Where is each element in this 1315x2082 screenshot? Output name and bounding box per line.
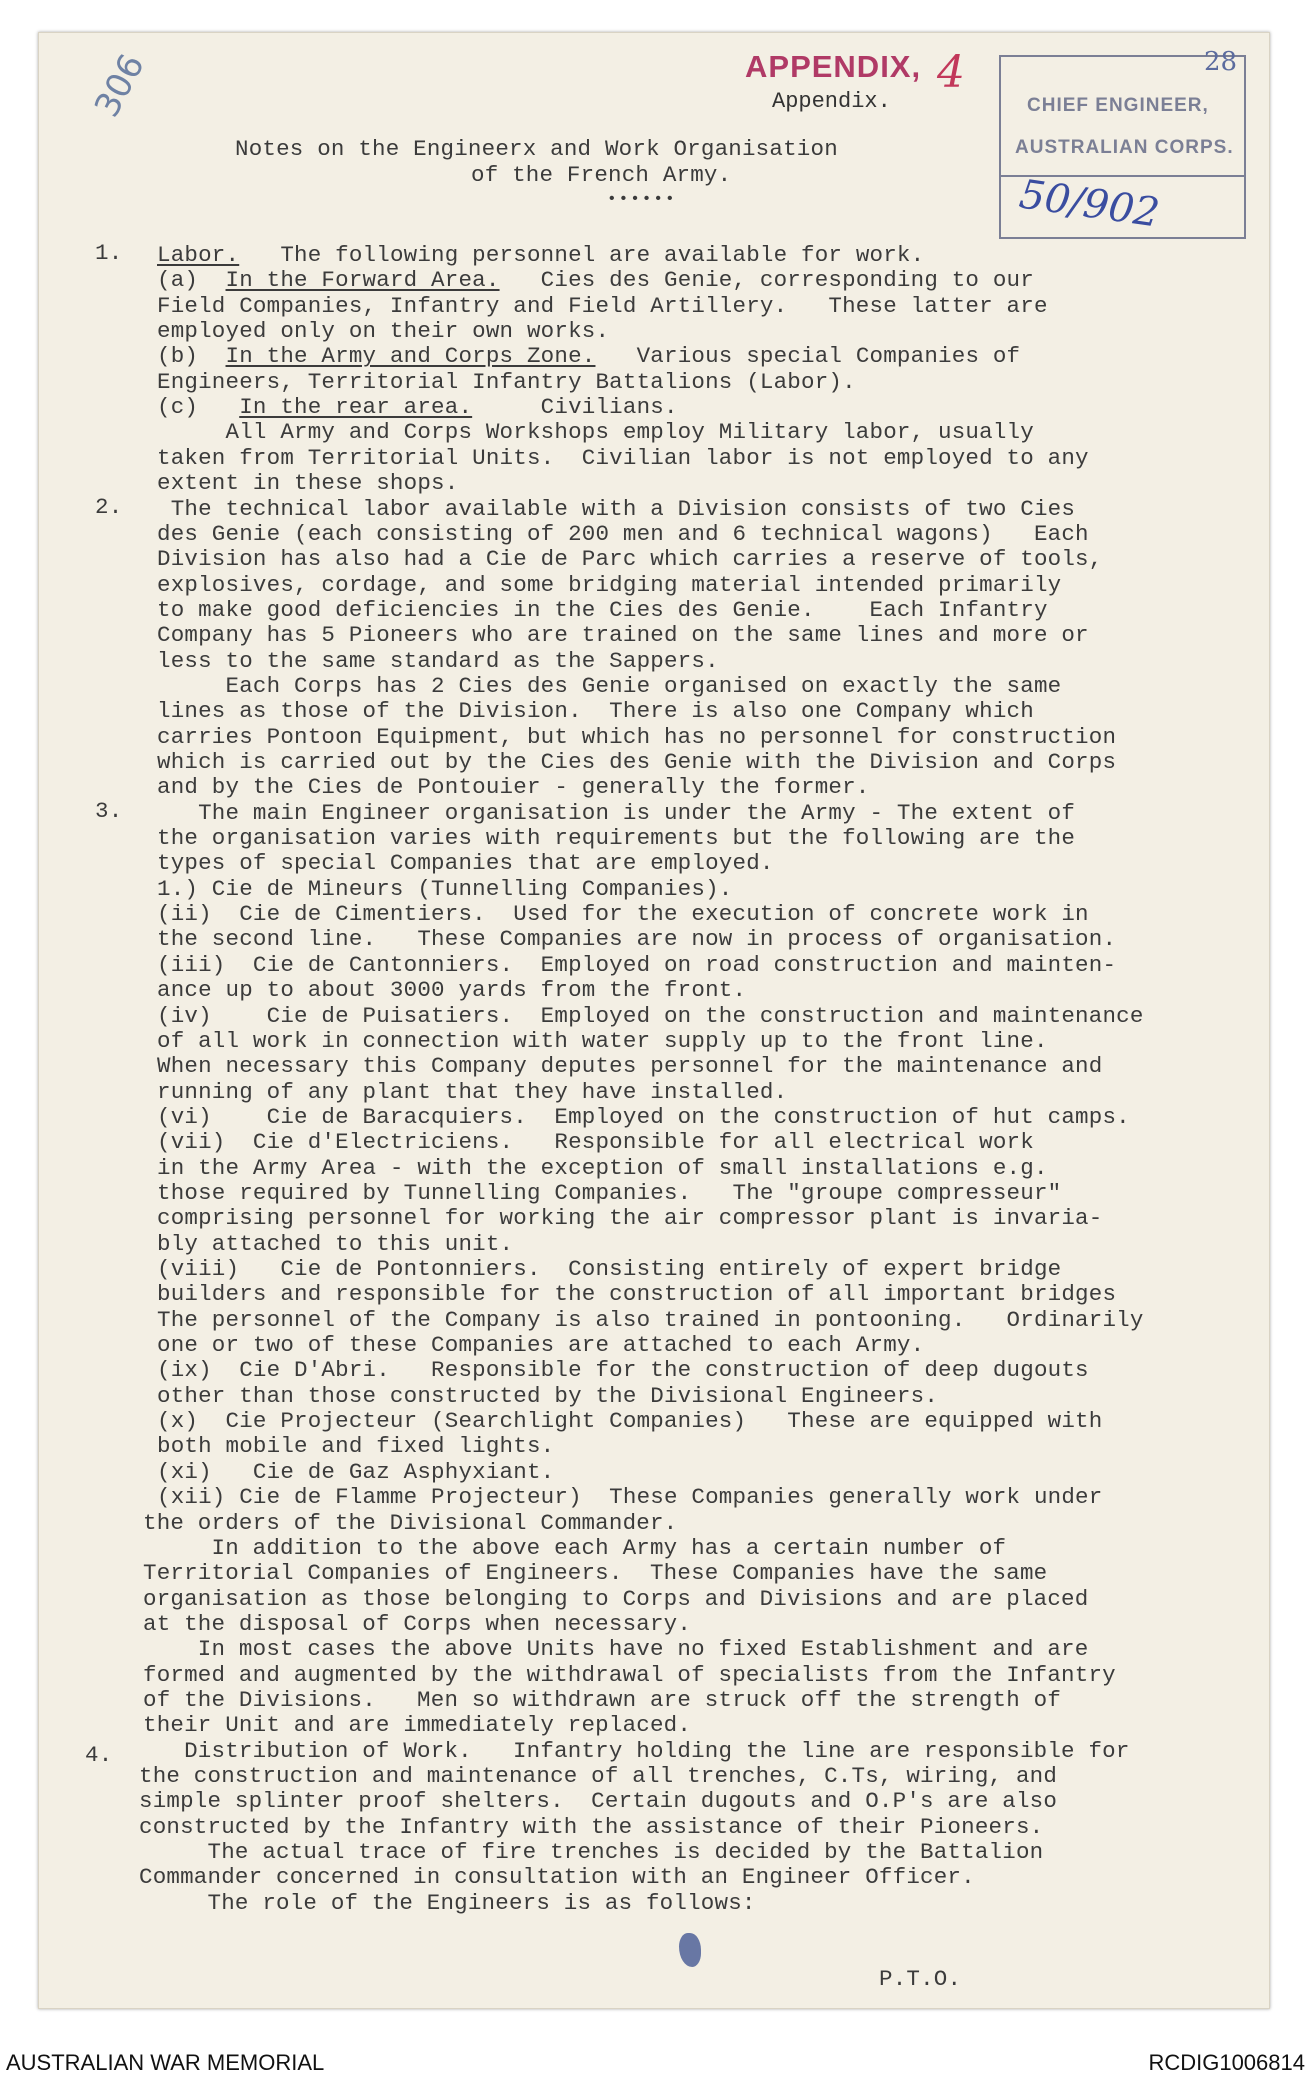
body-line: (ix) Cie D'Abri. Responsible for the construction of deep dugouts [157, 1357, 1089, 1384]
body-line: comprising personnel for working the air compressor plant is invaria- [157, 1205, 1103, 1232]
body-line: Engineers, Territorial Infantry Battalions (Labor). [157, 368, 856, 395]
body-line: Distribution of Work. Infantry holding the line are responsible for [143, 1737, 1130, 1764]
body-line: less to the same standard as the Sappers. [157, 647, 719, 674]
body-line: simple splinter proof shelters. Certain dugouts and O.P's are also [139, 1788, 1058, 1815]
document-subtitle: of the French Army. [471, 162, 732, 188]
body-line: and by the Cies de Pontouier - generally the former. [157, 774, 870, 801]
body-line: taken from Territorial Units. Civilian labor is not employed to any [157, 444, 1089, 471]
body-line: of the Divisions. Men so withdrawn are struck off the strength of [143, 1686, 1062, 1713]
body-line: of all work in connection with water supply up to the front line. [157, 1027, 1048, 1054]
page-number: 28 [1204, 47, 1238, 77]
body-line: ance up to about 3000 yards from the front. [157, 977, 747, 1004]
body-line: Labor. The following personnel are available for work. [157, 242, 925, 268]
body-line: constructed by the Infantry with the assistance of their Pioneers. [139, 1813, 1044, 1840]
appendix-typed-label: Appendix. [772, 89, 891, 114]
pencil-folio-number: 306 [87, 47, 153, 124]
body-line: Division has also had a Cie de Parc which carries a reserve of tools, [157, 546, 1103, 573]
body-line: (iii) Cie de Cantonniers. Employed on road construction and mainten- [157, 951, 1117, 978]
body-line: des Genie (each consisting of 200 men and 6 technical wagons) Each [157, 520, 1089, 547]
body-line: types of special Companies that are employed. [157, 850, 774, 877]
body-line: (xii) Cie de Flamme Projecteur) These Companies generally work under [157, 1484, 1103, 1511]
body-line: (ii) Cie de Cimentiers. Used for the execution of concrete work in [157, 901, 1089, 928]
body-line: (viii) Cie de Pontonniers. Consisting entirely of expert bridge [157, 1256, 1062, 1282]
body-line: (vi) Cie de Baracquiers. Employed on the construction of hut camps. [157, 1103, 1130, 1130]
appendix-stamp: APPENDIX, [745, 49, 922, 84]
body-line: Each Corps has 2 Cies des Genie organised on exactly the same [157, 672, 1062, 699]
body-line: The actual trace of fire trenches is decided by the Battalion [139, 1839, 1044, 1866]
file-reference: 50/902 [1016, 171, 1163, 237]
body-line: the orders of the Divisional Commander. [143, 1509, 678, 1536]
body-line: the organisation varies with requirements but the following are the [157, 825, 1076, 852]
body-line: employed only on their own works. [157, 318, 610, 345]
body-line: those required by Tunnelling Companies. The "groupe compresseur" [157, 1179, 1062, 1206]
body-line: explosives, cordage, and some bridging material intended primarily [157, 571, 1062, 598]
stamp-line-2: AUSTRALIAN CORPS. [1015, 137, 1234, 158]
body-line: both mobile and fixed lights. [157, 1433, 555, 1460]
body-line: at the disposal of Corps when necessary. [143, 1610, 692, 1637]
body-line: bly attached to this unit. [157, 1230, 514, 1257]
handwritten-appendix-number: 4 [937, 47, 965, 98]
body-line: the construction and maintenance of all trenches, C.Ts, wiring, and [139, 1763, 1058, 1789]
pto-note: P.T.O. [879, 1966, 962, 1992]
section-number: 3. [95, 798, 123, 824]
body-line: (iv) Cie de Puisatiers. Employed on the construction and maintenance [157, 1002, 1144, 1029]
body-line: (x) Cie Projecteur (Searchlight Companies) These are equipped with [157, 1408, 1103, 1435]
body-line: In most cases the above Units have no fixed Establishment and are [143, 1636, 1089, 1663]
footer-archive-name: AUSTRALIAN WAR MEMORIAL [6, 2050, 325, 2075]
body-line: When necessary this Company deputes personnel for the maintenance and [157, 1053, 1103, 1080]
body-line: In addition to the above each Army has a certain number of [143, 1534, 1007, 1561]
title-ornament: •••••• [607, 190, 677, 208]
body-line: Commander concerned in consultation with an Engineer Officer. [139, 1864, 975, 1891]
body-line: lines as those of the Division. There is also one Company which [157, 698, 1034, 725]
body-line: The technical labor available with a Division consists of two Cies [157, 495, 1076, 522]
body-line: The main Engineer organisation is under the Army - The extent of [157, 799, 1076, 826]
body-line: their Unit and are immediately replaced. [143, 1712, 692, 1739]
body-line: Company has 5 Pioneers who are trained on the same lines and more or [157, 622, 1089, 649]
section-number: 4. [85, 1742, 113, 1768]
body-line: in the Army Area - with the exception of small installations e.g. [157, 1154, 1048, 1181]
body-line: Territorial Companies of Engineers. These Companies have the same [143, 1560, 1048, 1587]
body-line: 1.) Cie de Mineurs (Tunnelling Companies). [157, 875, 733, 902]
document-page [38, 32, 1270, 2009]
body-line: (vii) Cie d'Electriciens. Responsible for all electrical work [157, 1129, 1034, 1156]
footer-record-id: RCDIG1006814 [1148, 2050, 1305, 2075]
body-line: extent in these shops. [157, 470, 459, 497]
body-line: which is carried out by the Cies des Genie with the Division and Corps [157, 749, 1117, 775]
body-line: (a) In the Forward Area. Cies des Genie, corresponding to our [157, 267, 1034, 294]
stamp-line-1: CHIEF ENGINEER, [1027, 95, 1209, 116]
body-line: one or two of these Companies are attached to each Army. [157, 1332, 925, 1359]
body-line: All Army and Corps Workshops employ Military labor, usually [157, 419, 1034, 446]
body-line: builders and responsible for the construction of all important bridges [157, 1281, 1117, 1308]
body-line: The role of the Engineers is as follows: [139, 1889, 756, 1916]
body-line: other than those constructed by the Divisional Engineers. [157, 1382, 939, 1409]
body-line: The personnel of the Company is also trained in pontooning. Ordinarily [157, 1306, 1144, 1333]
body-line: carries Pontoon Equipment, but which has no personnel for construction [157, 723, 1117, 750]
body-line: formed and augmented by the withdrawal of specialists from the Infantry [143, 1661, 1116, 1688]
body-line: Field Companies, Infantry and Field Artillery. These latter are [157, 292, 1048, 319]
body-line: (c) In the rear area. Civilians. [157, 394, 678, 421]
body-line: the second line. These Companies are now in process of organisation. [157, 926, 1117, 953]
body-line: (b) In the Army and Corps Zone. Various special Companies of [157, 343, 1021, 370]
body-line: organisation as those belonging to Corps and Divisions and are placed [143, 1585, 1089, 1612]
body-line: to make good deficiencies in the Cies des Genie. Each Infantry [157, 596, 1048, 623]
body-line: (xi) Cie de Gaz Asphyxiant. [157, 1458, 555, 1485]
typed-text [39, 33, 1269, 2008]
section-number: 1. [95, 240, 123, 266]
document-title: Notes on the Engineerx and Work Organisation [235, 136, 838, 162]
section-number: 2. [95, 494, 123, 520]
body-line: running of any plant that they have installed. [157, 1078, 788, 1105]
